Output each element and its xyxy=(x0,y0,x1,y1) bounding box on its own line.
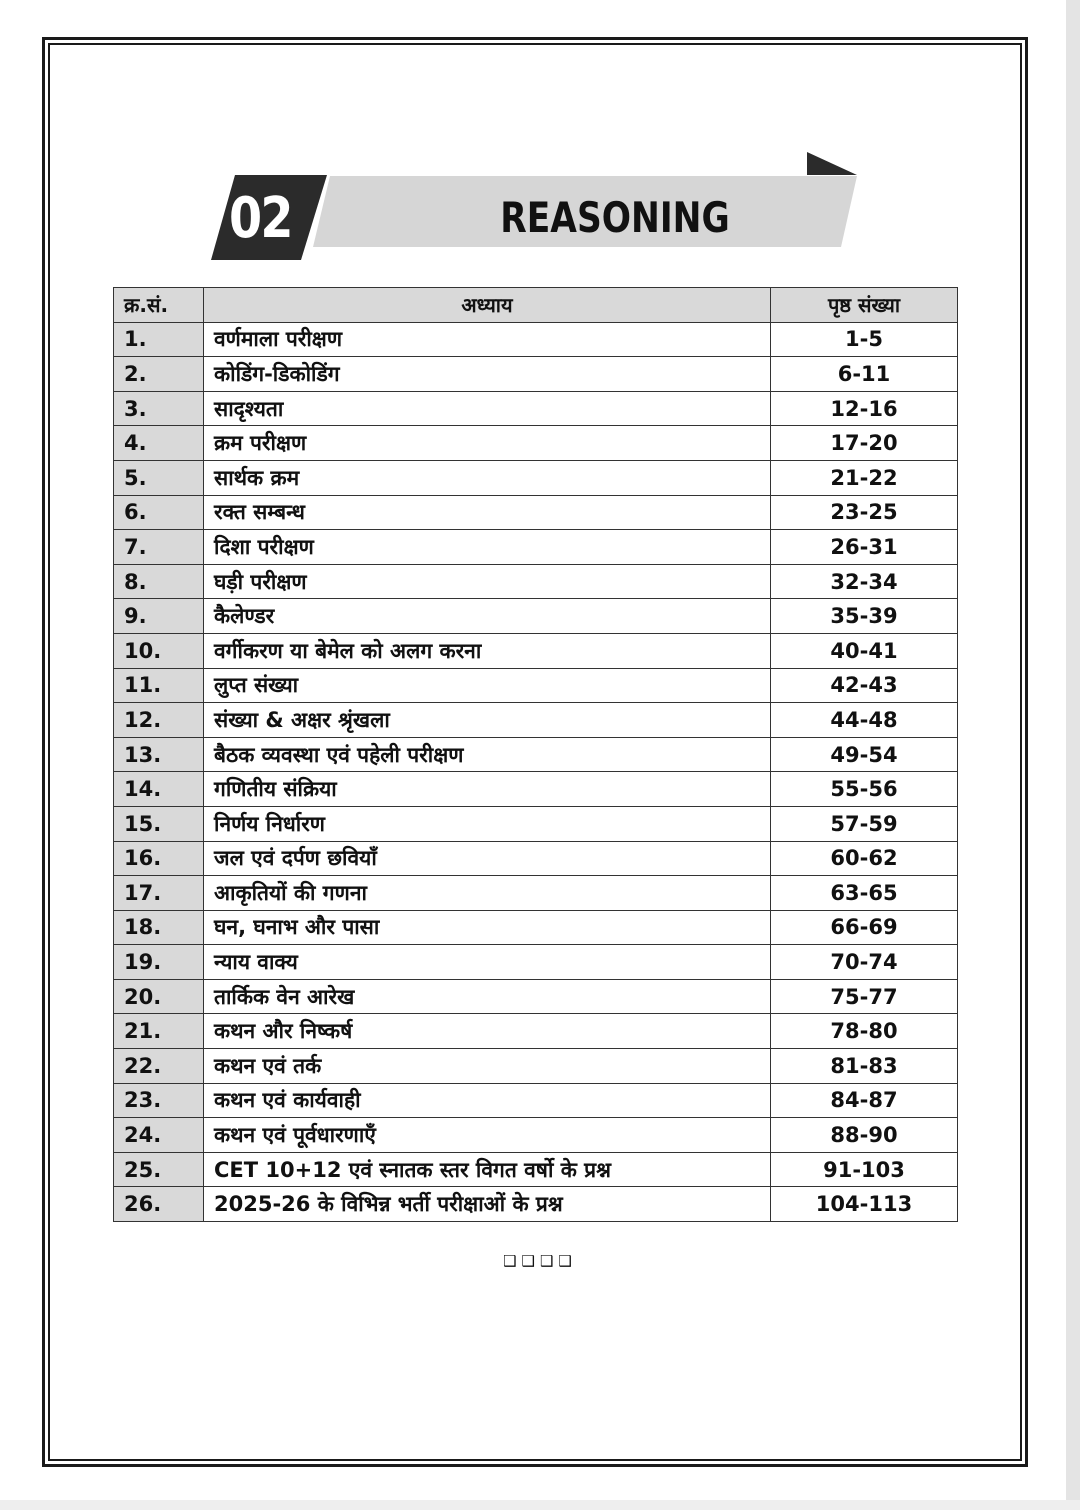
table-row xyxy=(114,460,958,495)
table-row xyxy=(114,806,958,841)
chapter-name-cell: आकृतियों की गणना xyxy=(204,876,771,911)
serial-cell: 21. xyxy=(114,1014,204,1049)
serial-cell: 18. xyxy=(114,910,204,945)
table-header-row xyxy=(114,288,958,323)
serial-cell: 17. xyxy=(114,876,204,911)
page-range-cell: 40-41 xyxy=(771,633,958,668)
chapter-name-cell: घन, घनाभ और पासा xyxy=(204,910,771,945)
page-range-cell: 104-113 xyxy=(771,1187,958,1222)
serial-header: क्र.सं. xyxy=(114,288,204,323)
page-range-cell: 1-5 xyxy=(771,322,958,357)
serial-cell: 1. xyxy=(114,322,204,357)
page-range-cell: 60-62 xyxy=(771,841,958,876)
chapter-name-cell: कैलेण्डर xyxy=(204,599,771,634)
chapter-name-cell: कथन और निष्कर्ष xyxy=(204,1014,771,1049)
table-row xyxy=(114,703,958,738)
chapter-name-cell: घड़ी परीक्षण xyxy=(204,564,771,599)
table-row xyxy=(114,495,958,530)
chapter-name-cell: कथन एवं पूर्वधारणाएँ xyxy=(204,1118,771,1153)
chapter-header: अध्याय xyxy=(204,288,771,323)
chapter-name-cell: न्याय वाक्य xyxy=(204,945,771,980)
serial-cell: 7. xyxy=(114,530,204,565)
page-range-cell: 84-87 xyxy=(771,1083,958,1118)
table-row xyxy=(114,945,958,980)
banner-flag xyxy=(807,152,857,175)
chapter-name-cell: कोडिंग-डिकोडिंग xyxy=(204,357,771,392)
serial-cell: 15. xyxy=(114,806,204,841)
serial-cell: 13. xyxy=(114,737,204,772)
page-range-cell: 63-65 xyxy=(771,876,958,911)
page-range-cell: 23-25 xyxy=(771,495,958,530)
chapter-name-cell: दिशा परीक्षण xyxy=(204,530,771,565)
page-range-cell: 55-56 xyxy=(771,772,958,807)
serial-cell: 12. xyxy=(114,703,204,738)
page-range-cell: 42-43 xyxy=(771,668,958,703)
page-range-cell: 17-20 xyxy=(771,426,958,461)
serial-cell: 22. xyxy=(114,1049,204,1084)
table-row xyxy=(114,564,958,599)
table-row xyxy=(114,876,958,911)
table-row xyxy=(114,1152,958,1187)
table-row xyxy=(114,633,958,668)
table-row xyxy=(114,910,958,945)
page-range-cell: 26-31 xyxy=(771,530,958,565)
chapter-name-cell: सादृश्यता xyxy=(204,391,771,426)
page-range-cell: 88-90 xyxy=(771,1118,958,1153)
table-row xyxy=(114,391,958,426)
table-row xyxy=(114,668,958,703)
chapter-name-cell: वर्गीकरण या बेमेल को अलग करना xyxy=(204,633,771,668)
table-row xyxy=(114,599,958,634)
serial-cell: 26. xyxy=(114,1187,204,1222)
page-range-cell: 44-48 xyxy=(771,703,958,738)
end-marks: ❑❑❑❑ xyxy=(503,1252,577,1270)
chapter-name-cell: क्रम परीक्षण xyxy=(204,426,771,461)
chapter-name-cell: 2025-26 के विभिन्न भर्ती परीक्षाओं के प्रश्न xyxy=(204,1187,771,1222)
serial-cell: 25. xyxy=(114,1152,204,1187)
serial-cell: 11. xyxy=(114,668,204,703)
chapter-number: 02 xyxy=(229,186,292,251)
page-range-cell: 32-34 xyxy=(771,564,958,599)
table-row xyxy=(114,979,958,1014)
chapter-name-cell: वर्णमाला परीक्षण xyxy=(204,322,771,357)
table-row xyxy=(114,1049,958,1084)
page-edge-shadow xyxy=(1066,0,1080,1510)
serial-cell: 8. xyxy=(114,564,204,599)
page-range-cell: 35-39 xyxy=(771,599,958,634)
table-row xyxy=(114,841,958,876)
table-row xyxy=(114,1014,958,1049)
contents-table xyxy=(113,287,958,1222)
page-range-cell: 75-77 xyxy=(771,979,958,1014)
table-row xyxy=(114,772,958,807)
pages-header: पृष्ठ संख्या xyxy=(771,288,958,323)
page-range-cell: 78-80 xyxy=(771,1014,958,1049)
table-row xyxy=(114,426,958,461)
chapter-header xyxy=(205,150,865,265)
chapter-name-cell: कथन एवं कार्यवाही xyxy=(204,1083,771,1118)
page-range-cell: 57-59 xyxy=(771,806,958,841)
page-range-cell: 91-103 xyxy=(771,1152,958,1187)
chapter-name-cell: जल एवं दर्पण छवियाँ xyxy=(204,841,771,876)
chapter-name-cell: कथन एवं तर्क xyxy=(204,1049,771,1084)
table-row xyxy=(114,322,958,357)
chapter-name-cell: रक्त सम्बन्ध xyxy=(204,495,771,530)
table-row xyxy=(114,737,958,772)
serial-cell: 5. xyxy=(114,460,204,495)
chapter-name-cell: निर्णय निर्धारण xyxy=(204,806,771,841)
page-range-cell: 81-83 xyxy=(771,1049,958,1084)
serial-cell: 24. xyxy=(114,1118,204,1153)
page-range-cell: 12-16 xyxy=(771,391,958,426)
serial-cell: 16. xyxy=(114,841,204,876)
serial-cell: 10. xyxy=(114,633,204,668)
table-row xyxy=(114,1187,958,1222)
chapter-name-cell: गणितीय संक्रिया xyxy=(204,772,771,807)
table-body xyxy=(114,322,958,1221)
serial-cell: 19. xyxy=(114,945,204,980)
page-bottom-edge xyxy=(0,1500,1080,1510)
page-range-cell: 6-11 xyxy=(771,357,958,392)
page-range-cell: 21-22 xyxy=(771,460,958,495)
page-range-cell: 49-54 xyxy=(771,737,958,772)
serial-cell: 2. xyxy=(114,357,204,392)
chapter-title: REASONING xyxy=(500,193,730,242)
serial-cell: 9. xyxy=(114,599,204,634)
chapter-name-cell: CET 10+12 एवं स्नातक स्तर विगत वर्षो के प्रश्न xyxy=(204,1152,771,1187)
chapter-name-cell: बैठक व्यवस्था एवं पहेली परीक्षण xyxy=(204,737,771,772)
chapter-name-cell: तार्किक वेन आरेख xyxy=(204,979,771,1014)
serial-cell: 14. xyxy=(114,772,204,807)
serial-cell: 6. xyxy=(114,495,204,530)
serial-cell: 4. xyxy=(114,426,204,461)
table-row xyxy=(114,357,958,392)
serial-cell: 3. xyxy=(114,391,204,426)
table-row xyxy=(114,1118,958,1153)
page-range-cell: 66-69 xyxy=(771,910,958,945)
serial-cell: 23. xyxy=(114,1083,204,1118)
page-range-cell: 70-74 xyxy=(771,945,958,980)
table-row xyxy=(114,1083,958,1118)
chapter-name-cell: लुप्त संख्या xyxy=(204,668,771,703)
chapter-name-cell: सार्थक क्रम xyxy=(204,460,771,495)
serial-cell: 20. xyxy=(114,979,204,1014)
chapter-name-cell: संख्या & अक्षर श्रृंखला xyxy=(204,703,771,738)
table-row xyxy=(114,530,958,565)
